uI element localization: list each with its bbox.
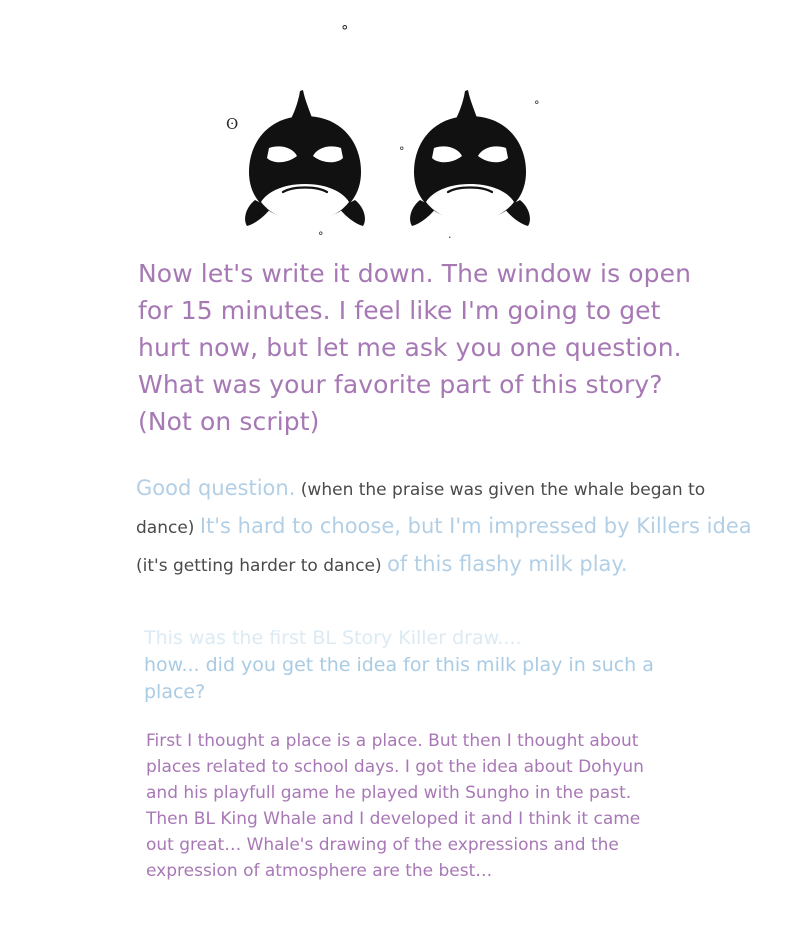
bubble-top-icon: ° [341, 22, 349, 40]
bubble-bottom-right-icon: · [448, 231, 452, 244]
answer-segment-5: of this flashy milk play. [387, 552, 628, 576]
followup-line-2: how... did you get the idea for this milk play in such a [144, 654, 654, 676]
orca-right-icon [408, 88, 533, 237]
answer-segment-2: (when the praise was given the whale began to dance) [136, 480, 706, 538]
bubble-bottom-left-icon: ° [318, 230, 324, 243]
answer-segment-3: It's hard to choose, but I'm impressed by Killers idea [199, 514, 752, 538]
final-answer-line-3: and his playfull game he played with Sungho in the past. [146, 783, 632, 803]
followup-line-1: This was the first BL Story Killer draw.... [144, 627, 522, 649]
interview-question: Now let's write it down. The window is open for 15 minutes. I feel like I'm going to get hurt now, but let me ask you one question. What was your favorite part of this story? (Not on script) [138, 259, 692, 436]
final-answer-line-1: First I thought a place is a place. But then I thought about [146, 731, 639, 751]
bubble-right-icon: ° [534, 99, 540, 112]
final-answer-line-6: expression of atmosphere are the best… [146, 861, 493, 881]
interview-answer [136, 470, 761, 584]
bubble-left-icon: ʘ [226, 115, 239, 133]
followup-line-3: place? [144, 681, 206, 703]
whale-illustration [0, 0, 785, 245]
bubble-middle-icon: ° [399, 145, 405, 158]
interview-followup [144, 625, 764, 706]
answer-segment-4: (it's getting harder to dance) [136, 556, 388, 576]
interview-final-answer [146, 728, 746, 884]
answer-segment-1: Good question. [136, 476, 296, 500]
orca-left-icon [243, 88, 368, 237]
final-answer-line-2: places related to school days. I got the idea about Dohyun [146, 757, 644, 777]
final-answer-line-5: out great… Whale's drawing of the expressions and the [146, 835, 619, 855]
final-answer-line-4: Then BL King Whale and I developed it and I think it came [146, 809, 641, 829]
